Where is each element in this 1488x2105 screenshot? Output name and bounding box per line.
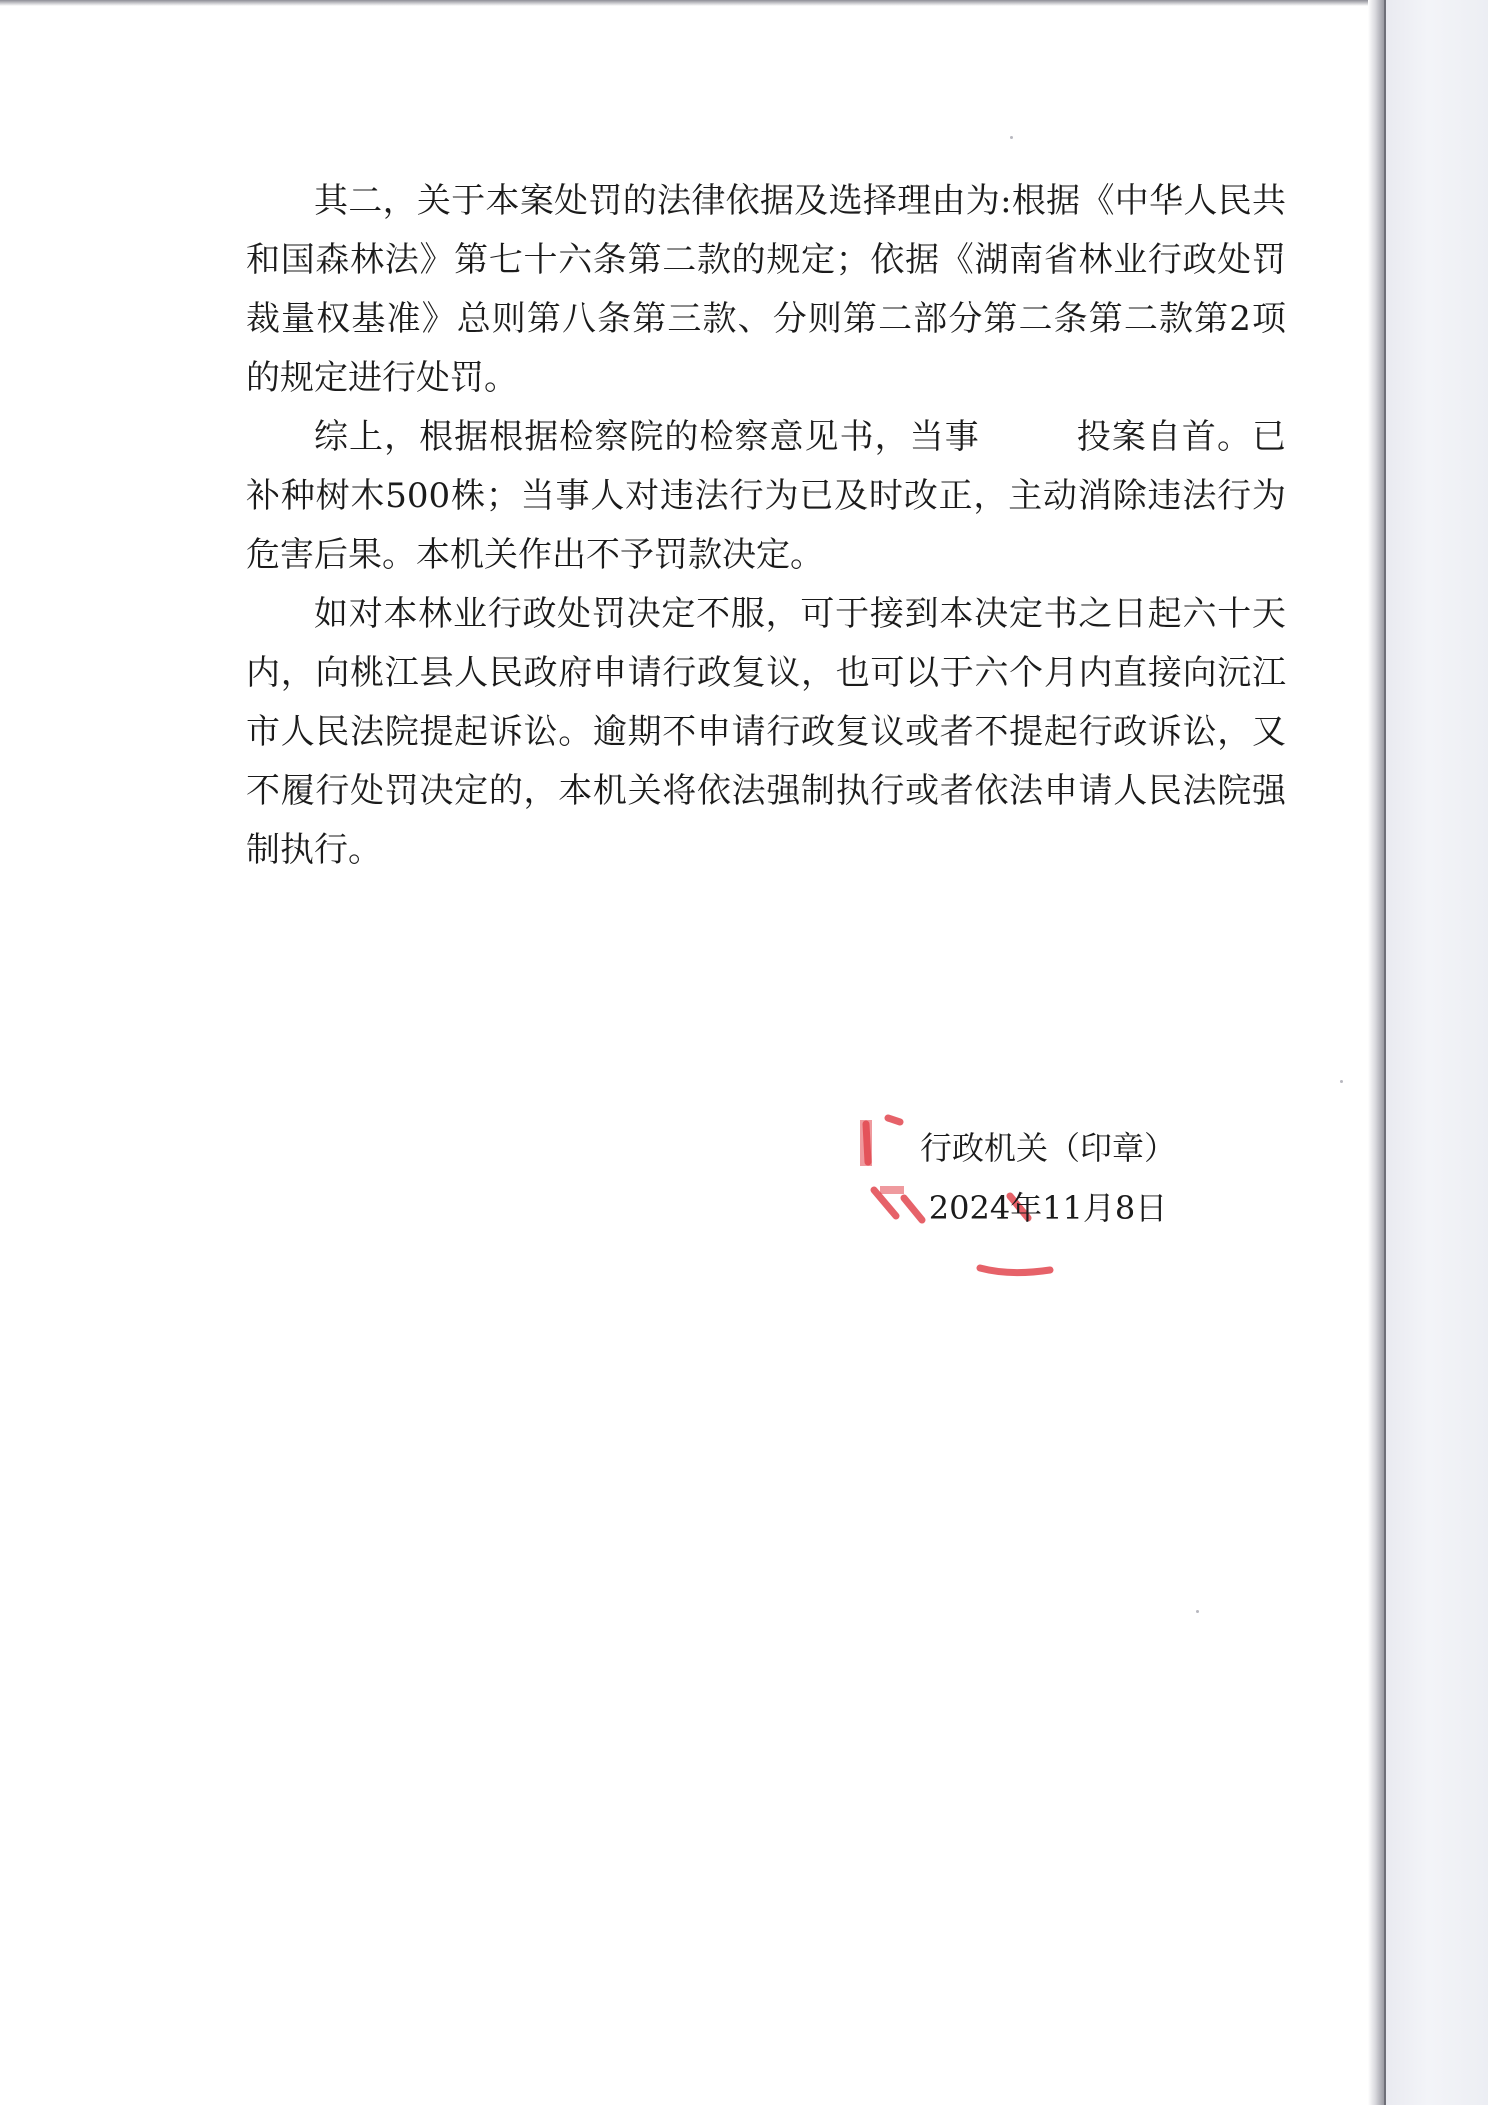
paragraph-appeal-rights: 如对本林业行政处罚决定不服，可于接到本决定书之日起六十天内，向桃江县人民政府申请行政复议，也可以于六个月内直接向沅江市人民法院提起诉讼。逾期不申请行政复议或者不提起行政诉讼，又不履行处罚决定的，本机关将依法强制执行或者依法申请人民法院强制执行。: [246, 594, 1286, 870]
redaction-block: [980, 422, 1076, 456]
signature-block: [920, 1118, 1176, 1238]
scan-binding-shadow: [1368, 0, 1384, 2105]
scan-speck: [1010, 136, 1013, 139]
paragraph-legal-basis: 其二，关于本案处罚的法律依据及选择理由为:根据《中华人民共和国森林法》第七十六条第二款的规定；依据《湖南省林业行政处罚裁量权基准》总则第八条第三款、分则第二部分第二条第二款第2项的规定进行处罚。: [246, 181, 1286, 398]
conclusion-text-before: 综上，根据根据检察院的检察意见书，当事: [314, 417, 980, 457]
document-body: [246, 172, 1286, 880]
conclusion-text-after: 投案自首。已补种树木500株；当事人对违法行为已及时改正，主动消除违法行为危害后果。本机关作出不予罚款决定。: [246, 417, 1287, 575]
scan-speck: [1340, 1080, 1343, 1083]
scan-speck: [1196, 1610, 1199, 1613]
scan-top-edge: [0, 0, 1488, 6]
issuing-authority: 行政机关（印章）: [920, 1129, 1177, 1167]
scan-right-edge: [1384, 0, 1488, 2105]
issue-date: 2024年11月8日: [928, 1189, 1168, 1227]
paragraph-conclusion: [246, 408, 1286, 585]
